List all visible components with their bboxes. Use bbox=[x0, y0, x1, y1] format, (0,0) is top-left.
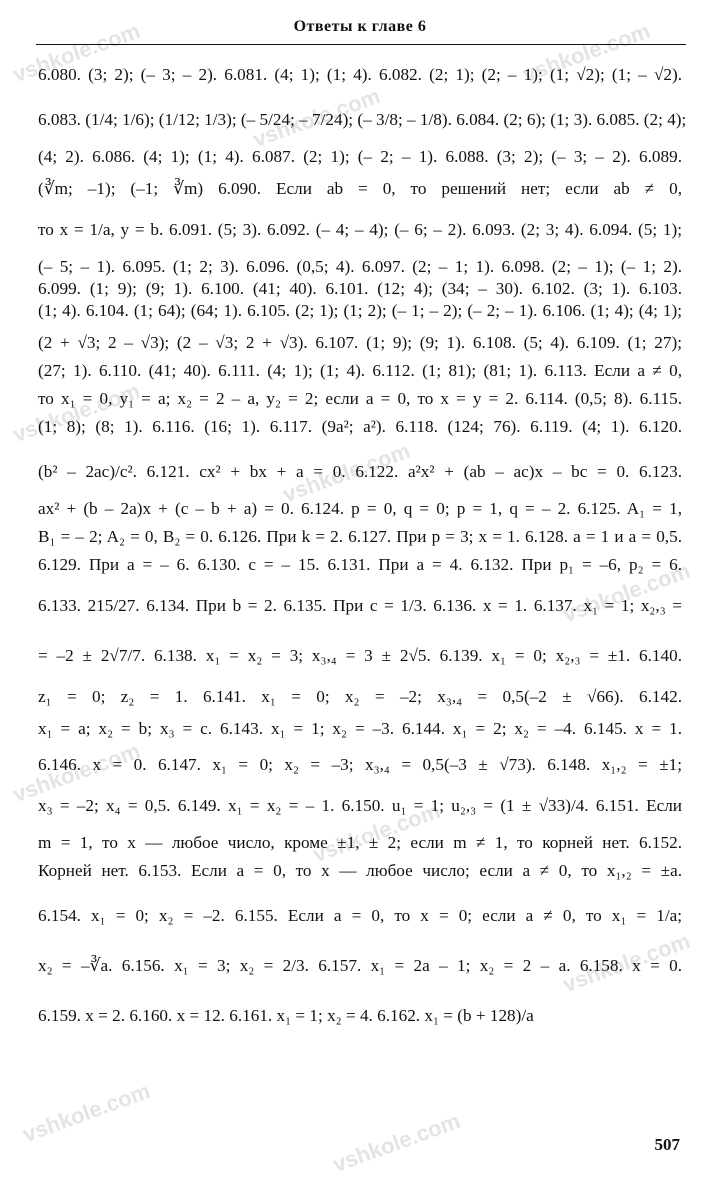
header-rule bbox=[36, 44, 686, 45]
answer-line: (1; 4). 6.104. (1; 64); (64; 1). 6.105. (2; 1); (1; 2); (– 1; – 2); (– 2; – 1). 6.106. (1; 4); (4; 1); bbox=[38, 301, 682, 320]
answer-line: m = 1, то x — любое число, кроме ±1, ± 2; если m ≠ 1, то корней нет. 6.152. bbox=[38, 833, 682, 852]
answer-line: то x₁ = 0, y₁ = a; x₂ = 2 – a, y₂ = 2; если a = 0, то x = y = 2. 6.114. (0,5; 8). 6.115. bbox=[38, 389, 682, 408]
answer-line: (2 + √3; 2 – √3); (2 – √3; 2 + √3). 6.107. (1; 9); (9; 1). 6.108. (5; 4). 6.109. (1; 27); bbox=[38, 333, 682, 352]
answer-line: 6.159. x = 2. 6.160. x = 12. 6.161. x₁ = 1; x₂ = 4. 6.162. x₁ = (b + 128)/a bbox=[38, 1006, 534, 1025]
page-header: Ответы к главе 6 bbox=[293, 18, 427, 35]
answer-line: x₃ = –2; x₄ = 0,5. 6.149. x₁ = x₂ = – 1. 6.150. u₁ = 1; u₂,₃ = (1 ± √33)/4. 6.151. Если bbox=[38, 796, 682, 815]
answer-line: z₁ = 0; z₂ = 1. 6.141. x₁ = 0; x₂ = –2; x₃,₄ = 0,5(–2 ± √66). 6.142. bbox=[38, 687, 682, 706]
watermark: vshkole.com bbox=[249, 82, 384, 153]
answer-line: x₁ = a; x₂ = b; x₃ = c. 6.143. x₁ = 1; x₂ = –3. 6.144. x₁ = 2; x₂ = –4. 6.145. x = 1. bbox=[38, 719, 682, 738]
answer-line: (1; 8); (8; 1). 6.116. (16; 1). 6.117. (9a²; a²). 6.118. (124; 76). 6.119. (4; 1). 6.120. bbox=[38, 417, 682, 436]
watermark: vshkole.com bbox=[519, 17, 654, 88]
watermark: vshkole.com bbox=[19, 1077, 154, 1148]
watermark: vshkole.com bbox=[279, 437, 414, 508]
page-number: 507 bbox=[654, 1135, 680, 1154]
watermark: vshkole.com bbox=[9, 737, 144, 808]
watermark: vshkole.com bbox=[9, 377, 144, 448]
answer-line: Корней нет. 6.153. Если a = 0, то x — любое число; если a ≠ 0, то x₁,₂ = ±a. bbox=[38, 861, 682, 880]
answer-line: (27; 1). 6.110. (41; 40). 6.111. (4; 1); (1; 4). 6.112. (1; 81); (81; 1). 6.113. Если a ≠ 0, bbox=[38, 361, 682, 380]
answer-line: (– 5; – 1). 6.095. (1; 2; 3). 6.096. (0,5; 4). 6.097. (2; – 1; 1). 6.098. (2; – 1); (– 1; 2). bbox=[38, 257, 682, 276]
answer-line: 6.129. При a = – 6. 6.130. c = – 15. 6.131. При a = 4. 6.132. При p₁ = –6, p₂ = 6. bbox=[38, 555, 682, 574]
answer-line: 6.146. x = 0. 6.147. x₁ = 0; x₂ = –3; x₃,₄ = 0,5(–3 ± √73). 6.148. x₁,₂ = ±1; bbox=[38, 755, 682, 774]
watermark: vshkole.com bbox=[559, 927, 694, 998]
answer-line: 6.099. (1; 9); (9; 1). 6.100. (41; 40). 6.101. (12; 4); (34; – 30). 6.102. (3; 1). 6.103. bbox=[38, 279, 682, 298]
answer-line: (4; 2). 6.086. (4; 1); (1; 4). 6.087. (2; 1); (– 2; – 1). 6.088. (3; 2); (– 3; – 2). 6.089. bbox=[38, 147, 682, 166]
answer-line: B₁ = – 2; A₂ = 0, B₂ = 0. 6.126. При k = 2. 6.127. При p = 3; x = 1. 6.128. a = 1 и a = 0,5. bbox=[38, 527, 682, 546]
watermark: vshkole.com bbox=[9, 17, 144, 88]
watermark: vshkole.com bbox=[309, 797, 444, 868]
answer-line: 6.154. x₁ = 0; x₂ = –2. 6.155. Если a = 0, то x = 0; если a ≠ 0, то x₁ = 1/a; bbox=[38, 906, 682, 925]
answer-line: то x = 1/a, y = b. 6.091. (5; 3). 6.092. (– 4; – 4); (– 6; – 2). 6.093. (2; 3; 4). 6.094. (5; 1); bbox=[38, 220, 682, 239]
answer-line: ax² + (b – 2a)x + (c – b + a) = 0. 6.124. p = 0, q = 0; p = 1, q = – 2. 6.125. A₁ = 1, bbox=[38, 499, 682, 518]
answer-line: 6.083. (1/4; 1/6); (1/12; 1/3); (– 5/24; – 7/24); (– 3/8; – 1/8). 6.084. (2; 6); (1; 3). 6.085. (2; 4); bbox=[38, 110, 687, 129]
answer-line: (b² – 2ac)/c². 6.121. cx² + bx + a = 0. 6.122. a²x² + (ab – ac)x – bc = 0. 6.123. bbox=[38, 462, 682, 481]
answer-line: (∛m; –1); (–1; ∛m) 6.090. Если ab = 0, то решений нет; если ab ≠ 0, bbox=[38, 179, 682, 198]
answer-line: 6.133. 215/27. 6.134. При b = 2. 6.135. При c = 1/3. 6.136. x = 1. 6.137. x₁ = 1; x₂,₃ = bbox=[38, 596, 682, 615]
answer-line: x₂ = –∛a. 6.156. x₁ = 3; x₂ = 2/3. 6.157. x₁ = 2a – 1; x₂ = 2 – a. 6.158. x = 0. bbox=[38, 956, 682, 975]
answer-line: 6.080. (3; 2); (– 3; – 2). 6.081. (4; 1); (1; 4). 6.082. (2; 1); (2; – 1); (1; √2); (1; – √2). bbox=[38, 65, 682, 84]
watermark: vshkole.com bbox=[329, 1107, 464, 1178]
answers-block bbox=[38, 64, 687, 1114]
watermark: vshkole.com bbox=[559, 557, 694, 628]
answer-line: = –2 ± 2√7/7. 6.138. x₁ = x₂ = 3; x₃,₄ = 3 ± 2√5. 6.139. x₁ = 0; x₂,₃ = ±1. 6.140. bbox=[38, 646, 682, 665]
